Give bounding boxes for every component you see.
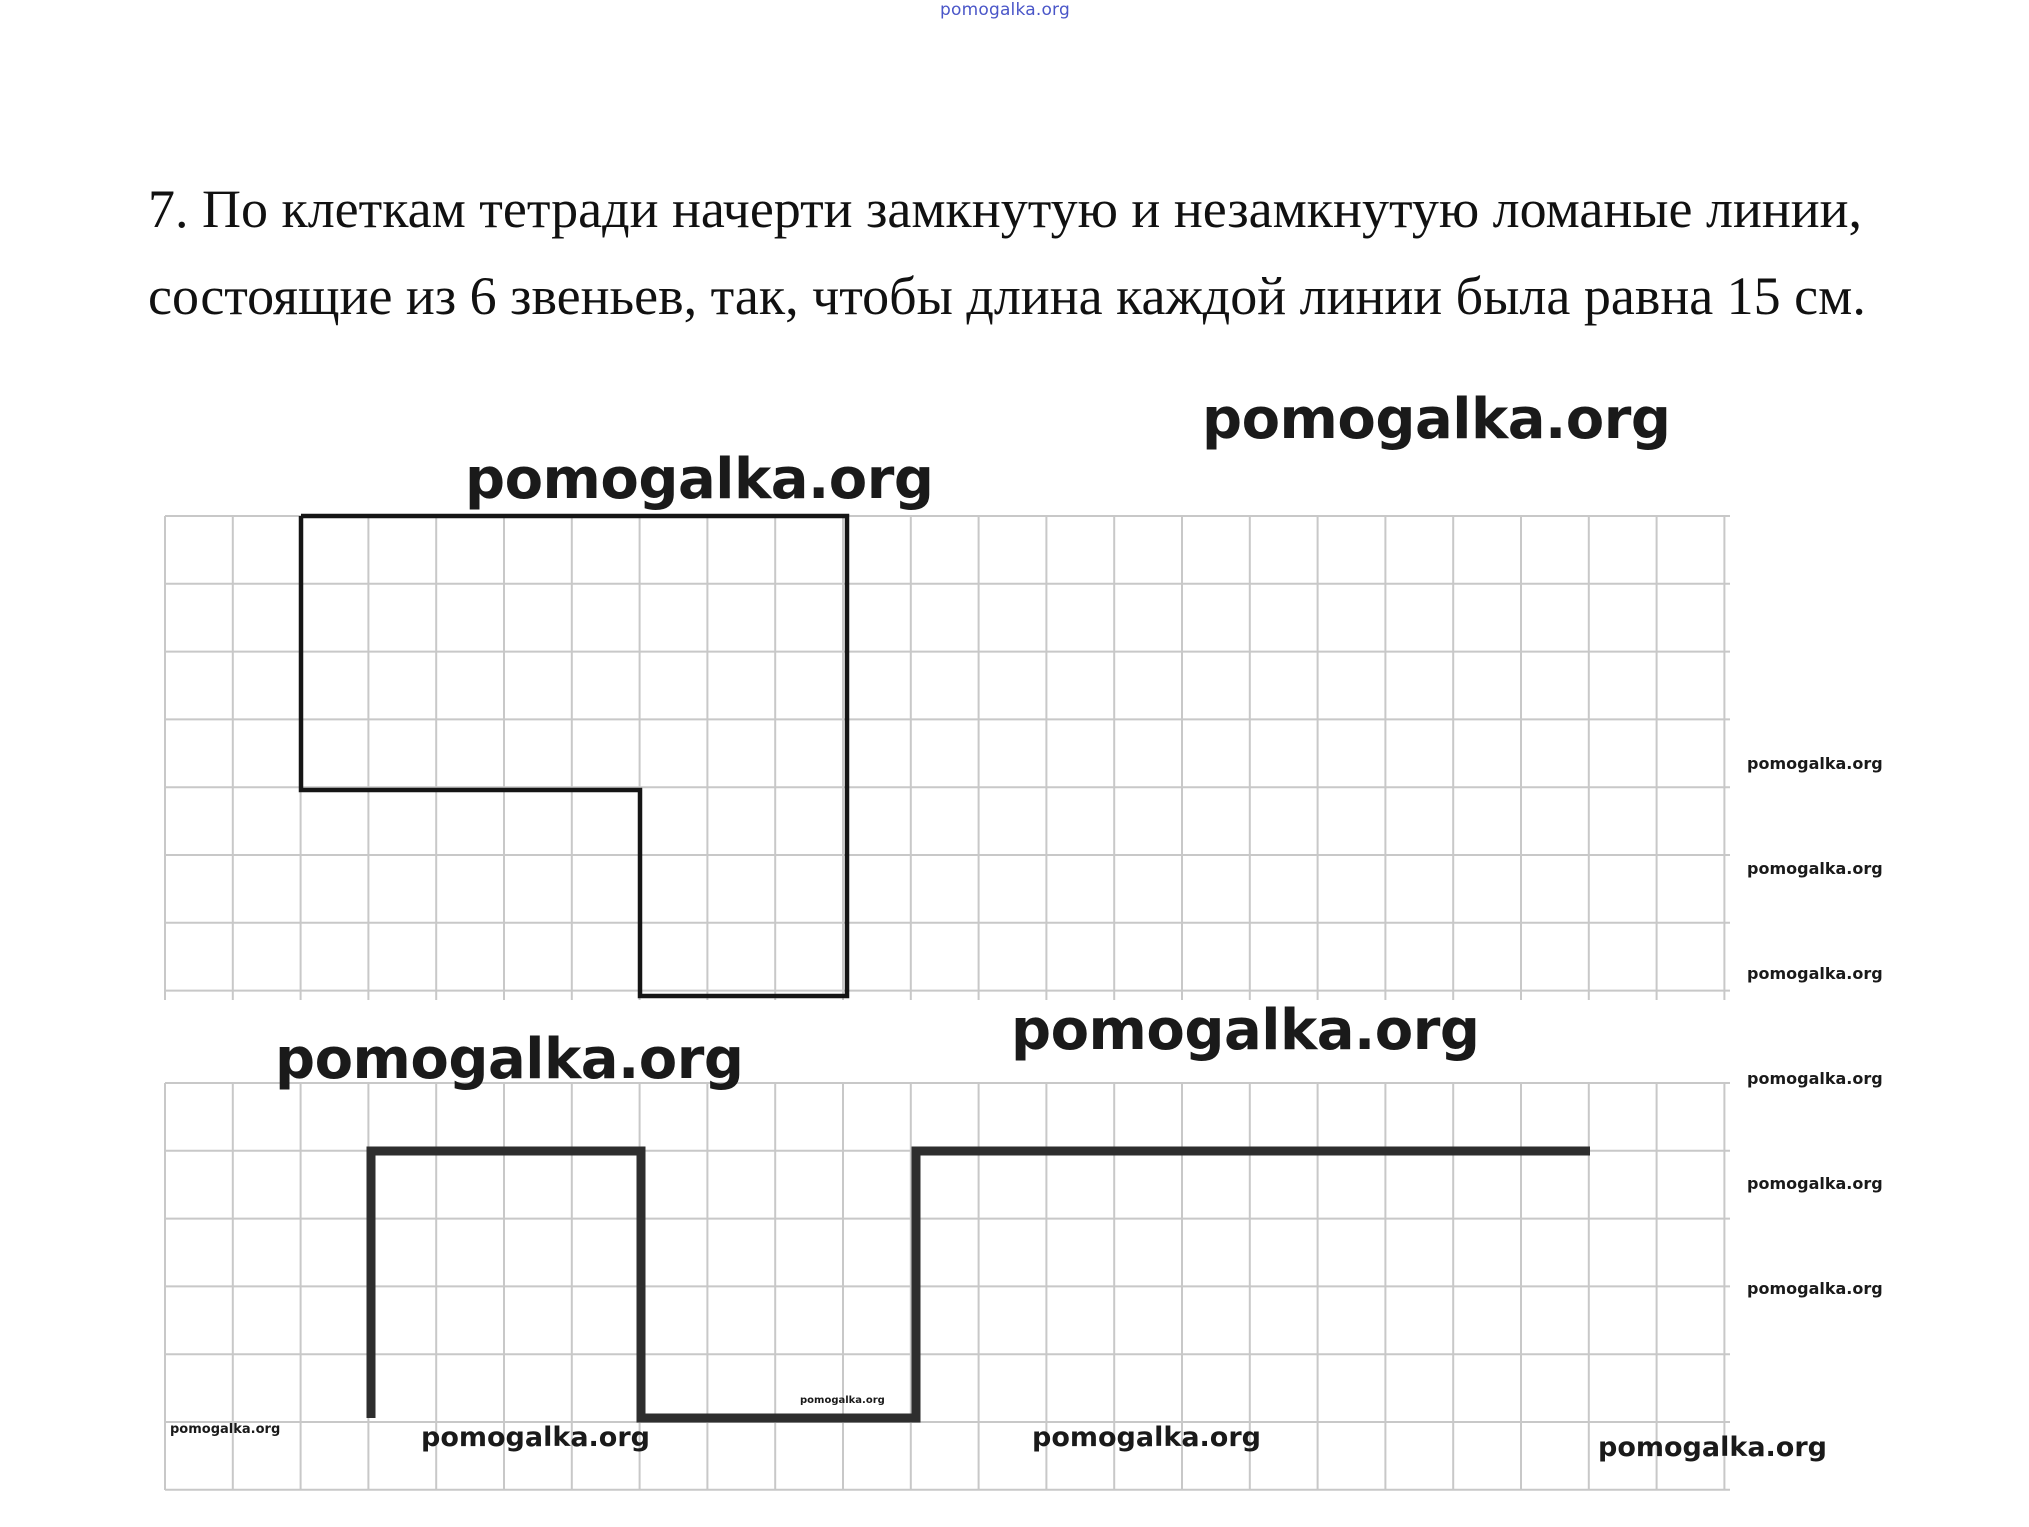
watermark-side-3: pomogalka.org	[1747, 964, 1883, 983]
watermark-side-4: pomogalka.org	[1747, 1069, 1883, 1088]
lower-grid	[165, 1083, 1730, 1490]
task-text: 7. По клеткам тетради начерти замкнутую и незамкнутую ломаные линии, состоящие из 6 звеньев, так, чтобы длина каждой линии была равна 15 см.	[148, 179, 1866, 326]
watermark-side-2: pomogalka.org	[1747, 859, 1883, 878]
watermark-side-1: pomogalka.org	[1747, 754, 1883, 773]
watermark-center-micro: pomogalka.org	[800, 1395, 885, 1406]
watermark-side-6: pomogalka.org	[1747, 1279, 1883, 1298]
closed-polyline	[301, 516, 847, 996]
watermark-large-3: pomogalka.org	[1011, 998, 1480, 1063]
watermark-medium-1: pomogalka.org	[421, 1422, 650, 1453]
watermark-side-5: pomogalka.org	[1747, 1174, 1883, 1193]
watermark-medium-2: pomogalka.org	[1032, 1422, 1261, 1453]
watermark-corner-small: pomogalka.org	[170, 1422, 281, 1437]
watermark-large-2: pomogalka.org	[465, 447, 934, 512]
watermark-medium-3: pomogalka.org	[1598, 1432, 1827, 1463]
watermark-large-4: pomogalka.org	[275, 1027, 744, 1092]
upper-grid	[165, 516, 1730, 1000]
watermark-large-1: pomogalka.org	[1202, 387, 1671, 452]
top-site-link[interactable]: pomogalka.org	[940, 0, 1070, 20]
open-polyline	[371, 1151, 1590, 1418]
